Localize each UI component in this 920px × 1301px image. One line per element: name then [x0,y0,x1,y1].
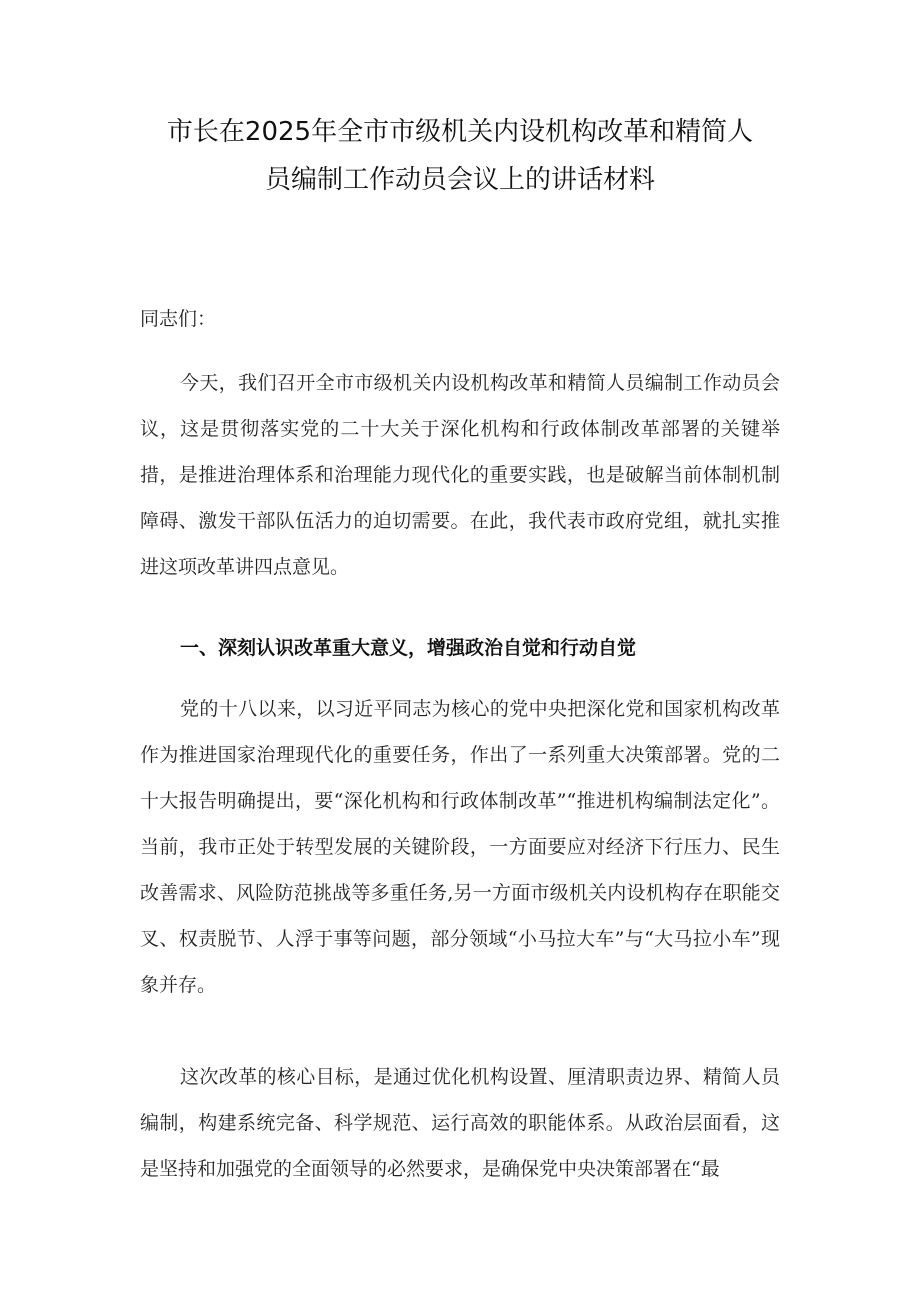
section-heading-1: 一、深刻认识改革重大意义，增强政治自觉和行动自觉 [180,637,637,659]
title-line-2: 员编制工作动员会议上的讲话材料 [264,165,655,195]
paragraph-intro: 今天，我们召开全市市级机关内设机构改革和精简人员编制工作动员会议，这是贯彻落实党的二十大关于深化机构和行政体制改革部署的关键举措，是推进治理体系和治理能力现代化的重要实践，也是破解当前体制机制障碍、激发干部队伍活力的迫切需要。在此，我代表市政府党组，就扎实推进这项改革讲四点意见。 [140,372,780,578]
paragraph-significance: 党的十八以来，以习近平同志为核心的党中央把深化党和国家机构改革作为推进国家治理现代化的重要任务，作出了一系列重大决策部署。党的二十大报告明确提出，要“深化机构和行政体制改革”“推进机构编制法定化”。当前，我市正处于转型发展的关键阶段，一方面要应对经济下行压力、民生改善需求、风险防范挑战等多重任务,另一方面市级机关内设机构存在职能交叉、权责脱节、人浮于事等问题，部分领域“小马拉大车”与“大马拉小车”现象并存。 [140,698,780,996]
paragraph-core-goal: 这次改革的核心目标，是通过优化机构设置、厘清职责边界、精简人员编制，构建系统完备、科学规范、运行高效的职能体系。从政治层面看，这是坚持和加强党的全面领导的必然要求，是确保党中央决策部署在“最 [140,1066,780,1180]
salutation: 同志们： [140,308,217,330]
title-line-1: 市长在2025年全市市级机关内设机构改革和精简人 [166,117,754,147]
document-title [120,108,800,204]
